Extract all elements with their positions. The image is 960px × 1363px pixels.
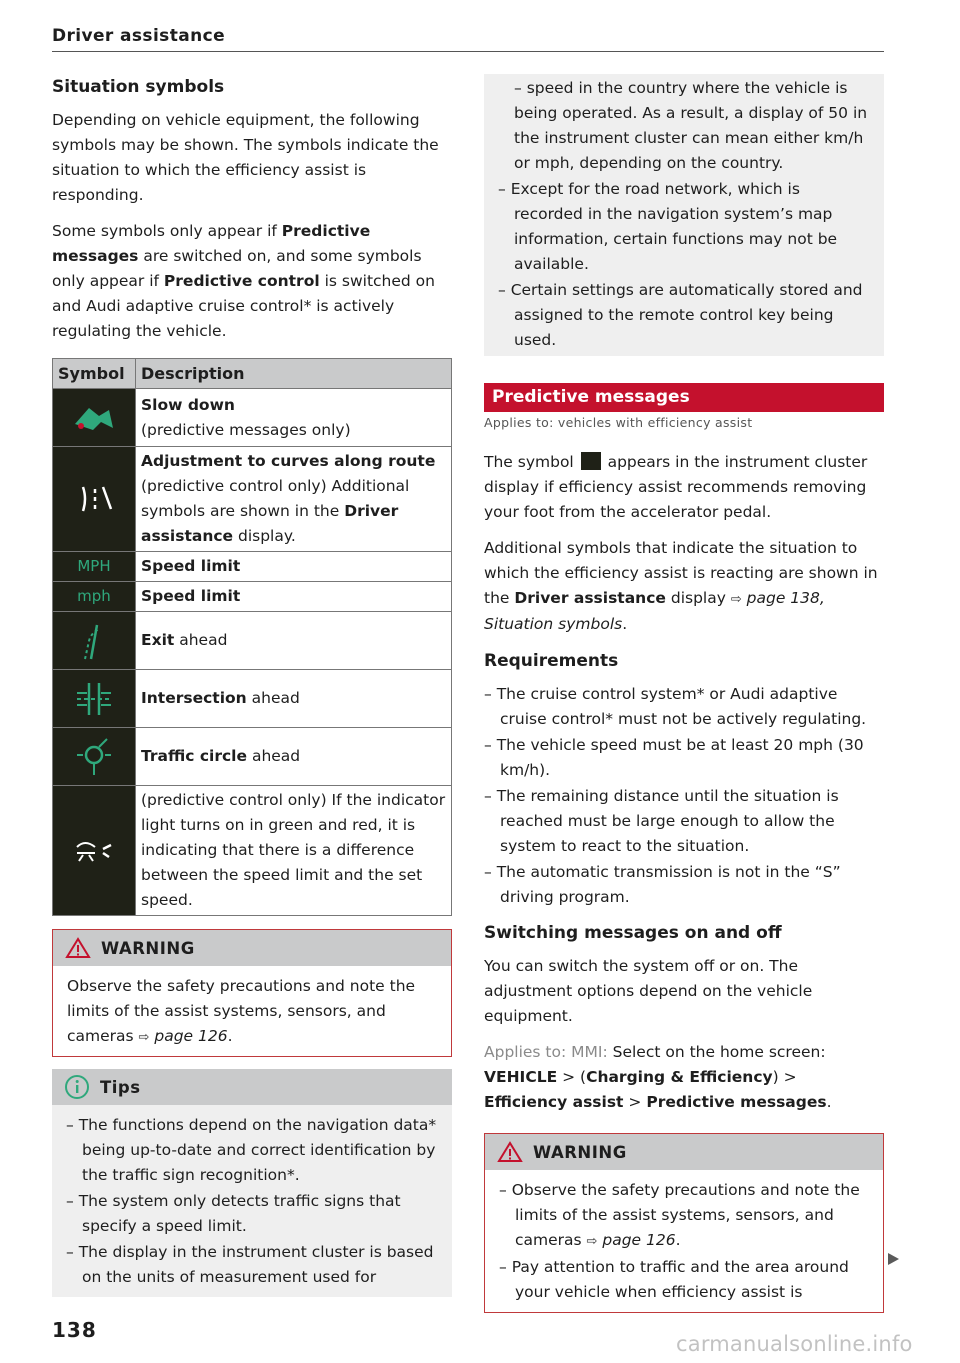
row-description: Slow down (predictive messages only) xyxy=(136,389,452,447)
list-item: – Observe the safety precautions and note the limits of the assist systems, sensors, and cameras ⇨ page 126. xyxy=(499,1178,869,1254)
row-description: Adjustment to curves along route (predictive control only) Additional symbols are shown in the Driver assistance display. xyxy=(136,447,452,552)
page-reference-link[interactable]: page 126 xyxy=(602,1231,676,1249)
table-row xyxy=(53,670,452,728)
table-row xyxy=(53,612,452,670)
tips-box xyxy=(52,1069,452,1297)
tips-continued xyxy=(484,74,884,356)
page-number: 138 xyxy=(52,1318,97,1342)
symbol-table xyxy=(52,358,452,916)
info-icon xyxy=(64,1074,90,1100)
mph-caps-symbol: MPH xyxy=(53,552,136,582)
row-description: Exit ahead xyxy=(136,612,452,670)
warning-box xyxy=(484,1133,884,1313)
slow-down-icon xyxy=(53,389,136,447)
mph-lower-symbol: mph xyxy=(53,582,136,612)
menu-path: Applies to: MMI: Select on the home screen: VEHICLE > (Charging & Efficiency) > Efficiency assist > Predictive messages. xyxy=(484,1043,832,1111)
table-header-row xyxy=(53,359,452,389)
intersection-icon xyxy=(53,670,136,728)
curve-route-icon xyxy=(53,447,136,552)
list-item: – Certain settings are automatically stored and assigned to the remote control key being used. xyxy=(498,278,870,353)
left-column xyxy=(52,74,452,1297)
requirements-heading: Requirements xyxy=(484,651,619,671)
list-item: – Pay attention to traffic and the area around your vehicle when efficiency assist is xyxy=(499,1255,869,1305)
warning-body xyxy=(485,1170,883,1312)
list-item-continued: – speed in the country where the vehicle is being operated. As a result, a display of 50 in the instrument cluster can mean either km/h or mph, depending on the country. xyxy=(498,76,870,176)
section-header: Driver assistance xyxy=(52,26,225,46)
column-header-description: Description xyxy=(136,359,452,389)
situation-paragraph-2: Some symbols only appear if Predictive messages are switched on, and some symbols only appear if Predictive control is switched on and Audi adaptive cruise control* is actively regulating the vehicle. xyxy=(52,222,435,340)
warning-box xyxy=(52,929,452,1057)
list-item: – The cruise control system* or Audi adaptive cruise control* must not be actively regulating. xyxy=(484,682,884,732)
list-item: – Except for the road network, which is recorded in the navigation system’s map information, certain functions may not be available. xyxy=(498,177,870,277)
table-row xyxy=(53,786,452,916)
warning-header: WARNING xyxy=(53,930,451,966)
speed-difference-icon xyxy=(53,786,136,916)
tips-header: Tips xyxy=(52,1069,452,1105)
page-reference-link[interactable]: page 126 xyxy=(154,1027,228,1045)
predictive-paragraph-1: The symbol appears in the instrument cluster display if efficiency assist recommends removing your foot from the accelerator pedal. xyxy=(484,453,868,521)
slow-down-icon xyxy=(581,452,601,470)
tips-body xyxy=(52,1105,452,1297)
row-description: Speed limit xyxy=(136,582,452,612)
switching-heading: Switching messages on and off xyxy=(484,923,782,943)
predictive-paragraph-2: Additional symbols that indicate the situation to which the efficiency assist is reacting are shown in the Driver assistance display ⇨ page 138, Situation symbols. xyxy=(484,539,878,633)
section-title-bar: Predictive messages xyxy=(484,383,884,412)
row-description: Intersection ahead xyxy=(136,670,452,728)
list-item: – The remaining distance until the situation is reached must be large enough to allow the system to react to the situation. xyxy=(484,784,884,859)
row-description: (predictive control only) If the indicator light turns on in green and red, it is indicating that there is a difference between the speed limit and the set speed. xyxy=(136,786,452,916)
page-reference-link[interactable]: page 138, Situation symbols xyxy=(484,589,825,633)
list-item: – The functions depend on the navigation data* being up-to-date and correct identification by the traffic sign recognition*. xyxy=(66,1113,438,1188)
list-item: – The display in the instrument cluster is based on the units of measurement used for xyxy=(66,1240,438,1290)
table-row xyxy=(53,582,452,612)
list-item: – The automatic transmission is not in the “S” driving program. xyxy=(484,860,884,910)
list-item: – The vehicle speed must be at least 20 mph (30 km/h). xyxy=(484,733,884,783)
continue-arrow-icon xyxy=(888,1253,899,1265)
situation-intro: Depending on vehicle equipment, the following symbols may be shown. The symbols indicate the situation to which the efficiency assist is responding. xyxy=(52,111,439,204)
list-item: – The system only detects traffic signs that specify a speed limit. xyxy=(66,1189,438,1239)
warning-triangle-icon xyxy=(497,1141,523,1163)
watermark: carmanualsonline.info xyxy=(676,1332,913,1356)
table-row xyxy=(53,389,452,447)
applies-to: Applies to: vehicles with efficiency assist xyxy=(484,415,753,430)
traffic-circle-icon xyxy=(53,728,136,786)
right-column xyxy=(484,74,884,1313)
table-row xyxy=(53,552,452,582)
row-description: Speed limit xyxy=(136,552,452,582)
warning-triangle-icon xyxy=(65,937,91,959)
table-row xyxy=(53,728,452,786)
warning-body: Observe the safety precautions and note the limits of the assist systems, sensors, and cameras ⇨ page 126. xyxy=(67,977,416,1045)
column-header-symbol: Symbol xyxy=(53,359,136,389)
switching-text: You can switch the system off or on. The adjustment options depend on the vehicle equipment. xyxy=(484,957,813,1025)
requirements-list xyxy=(484,682,884,910)
table-row xyxy=(53,447,452,552)
header-divider xyxy=(52,51,884,52)
situation-heading: Situation symbols xyxy=(52,77,225,97)
exit-icon xyxy=(53,612,136,670)
row-description: Traffic circle ahead xyxy=(136,728,452,786)
warning-header: WARNING xyxy=(485,1134,883,1170)
